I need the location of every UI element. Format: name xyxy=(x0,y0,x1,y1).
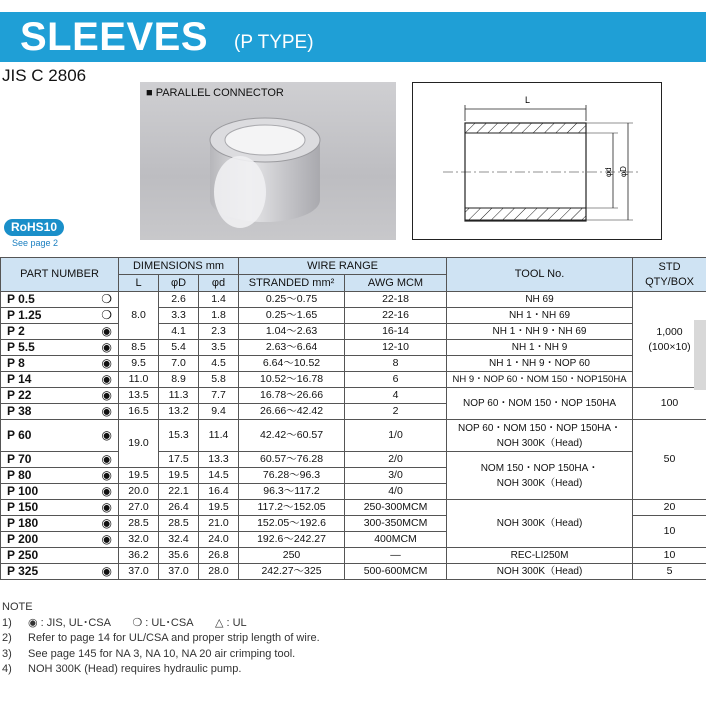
notes-section xyxy=(2,600,320,678)
qty-cell: 10 xyxy=(633,548,706,564)
photo-caption: ■ PARALLEL CONNECTOR xyxy=(146,87,284,99)
tool: REC-LI250M xyxy=(447,548,633,564)
qty-cell: 100 xyxy=(633,388,706,420)
part-number: P 0.5 xyxy=(1,292,97,308)
dim-D: 37.0 xyxy=(159,564,199,580)
part-number: P 14 xyxy=(1,372,97,388)
header-tool: TOOL No. xyxy=(447,258,633,292)
cert-mark: ❍ xyxy=(97,308,119,324)
tool: NOH 300K（Head) xyxy=(447,500,633,548)
cert-mark: ◉ xyxy=(97,388,119,404)
dim-d: 1.8 xyxy=(199,308,239,324)
awg: — xyxy=(345,548,447,564)
tool: NOP 60・NOM 150・NOP 150HA xyxy=(447,388,633,420)
part-number: P 60 xyxy=(1,420,97,452)
dim-d: 4.5 xyxy=(199,356,239,372)
stranded: 242.27～325 xyxy=(239,564,345,580)
tool: NOP 60・NOM 150・NOP 150HA・ NOH 300K（Head) xyxy=(447,420,633,452)
table-row xyxy=(1,388,706,404)
dim-d: 9.4 xyxy=(199,404,239,420)
dim-d: 7.7 xyxy=(199,388,239,404)
awg: 3/0 xyxy=(345,468,447,484)
table-row xyxy=(1,500,706,516)
dim-L: 32.0 xyxy=(119,532,159,548)
header-stranded: STRANDED mm² xyxy=(239,275,345,292)
awg: 8 xyxy=(345,356,447,372)
title-banner xyxy=(0,12,706,62)
dim-d: 5.8 xyxy=(199,372,239,388)
dim-D: 15.3 xyxy=(159,420,199,452)
qty-cell: 5 xyxy=(633,564,706,580)
cert-mark: ◉ xyxy=(97,372,119,388)
header-part-number: PART NUMBER xyxy=(1,258,119,292)
qty-cell: 50 xyxy=(633,420,706,500)
awg: 22-16 xyxy=(345,308,447,324)
part-number: P 1.25 xyxy=(1,308,97,324)
dim-L: 8.0 xyxy=(119,292,159,340)
dim-d: 28.0 xyxy=(199,564,239,580)
table-row xyxy=(1,356,706,372)
cert-mark: ◉ xyxy=(97,516,119,532)
dim-D: 5.4 xyxy=(159,340,199,356)
stranded: 1.04～2.63 xyxy=(239,324,345,340)
awg: 400MCM xyxy=(345,532,447,548)
awg: 250-300MCM xyxy=(345,500,447,516)
tool: NOH 300K（Head) xyxy=(447,564,633,580)
sleeve-illustration xyxy=(140,82,396,240)
dim-D: 19.5 xyxy=(159,468,199,484)
cert-mark: ◉ xyxy=(97,452,119,468)
table-row xyxy=(1,324,706,340)
stranded: 10.52～16.78 xyxy=(239,372,345,388)
dim-L: 19.5 xyxy=(119,468,159,484)
stranded: 250 xyxy=(239,548,345,564)
cert-mark: ◉ xyxy=(97,404,119,420)
dim-L: 19.0 xyxy=(119,420,159,468)
tool: NH 9・NOP 60・NOM 150・NOP150HA xyxy=(447,372,633,388)
qty-cell: 10 xyxy=(633,516,706,548)
dim-D: 3.3 xyxy=(159,308,199,324)
dim-d: 3.5 xyxy=(199,340,239,356)
cert-mark: ❍ xyxy=(97,292,119,308)
stranded: 192.6～242.27 xyxy=(239,532,345,548)
header-d: φd xyxy=(199,275,239,292)
rohs-see-page-link[interactable]: See page 2 xyxy=(12,238,59,248)
dim-D: 7.0 xyxy=(159,356,199,372)
outer-dia-label: φD xyxy=(619,166,628,177)
part-number: P 180 xyxy=(1,516,97,532)
stranded: 6.64～10.52 xyxy=(239,356,345,372)
stranded: 117.2～152.05 xyxy=(239,500,345,516)
cert-mark: ◉ xyxy=(97,324,119,340)
table-row xyxy=(1,292,706,308)
dim-d: 2.3 xyxy=(199,324,239,340)
awg: 12-10 xyxy=(345,340,447,356)
table-row xyxy=(1,452,706,468)
standard-label: JIS C 2806 xyxy=(2,66,87,85)
dim-d: 1.4 xyxy=(199,292,239,308)
tool: NOM 150・NOP 150HA・ NOH 300K（Head) xyxy=(447,452,633,500)
spec-table xyxy=(0,257,706,580)
stranded: 96.3～117.2 xyxy=(239,484,345,500)
stranded: 76.28～96.3 xyxy=(239,468,345,484)
part-number: P 150 xyxy=(1,500,97,516)
product-photo xyxy=(140,82,396,240)
table-row xyxy=(1,420,706,452)
dim-L: 37.0 xyxy=(119,564,159,580)
part-number: P 5.5 xyxy=(1,340,97,356)
side-scroll-tab[interactable] xyxy=(694,320,706,390)
header-wire-range: WIRE RANGE xyxy=(239,258,447,275)
cert-mark: ◉ xyxy=(97,468,119,484)
part-number: P 70 xyxy=(1,452,97,468)
dim-d: 26.8 xyxy=(199,548,239,564)
cert-mark xyxy=(97,548,119,564)
awg: 300-350MCM xyxy=(345,516,447,532)
table-row xyxy=(1,564,706,580)
dim-D: 35.6 xyxy=(159,548,199,564)
awg: 6 xyxy=(345,372,447,388)
note-item: 4) NOH 300K (Head) requires hydraulic pump. xyxy=(2,663,242,675)
cert-mark: ◉ xyxy=(97,532,119,548)
awg: 2/0 xyxy=(345,452,447,468)
awg: 4 xyxy=(345,388,447,404)
stranded: 0.25～0.75 xyxy=(239,292,345,308)
dim-D: 13.2 xyxy=(159,404,199,420)
cert-mark: ◉ xyxy=(97,420,119,452)
notes-title: NOTE xyxy=(2,601,33,613)
cert-mark: ◉ xyxy=(97,484,119,500)
awg: 2 xyxy=(345,404,447,420)
part-number: P 8 xyxy=(1,356,97,372)
table-row xyxy=(1,308,706,324)
dim-D: 8.9 xyxy=(159,372,199,388)
inner-dia-label: φd xyxy=(604,167,613,177)
qty-cell: 20 xyxy=(633,500,706,516)
dim-L: 11.0 xyxy=(119,372,159,388)
awg: 22-18 xyxy=(345,292,447,308)
stranded: 60.57～76.28 xyxy=(239,452,345,468)
tool: NH 1・NH 9 xyxy=(447,340,633,356)
length-label: L xyxy=(525,95,531,105)
dim-d: 16.4 xyxy=(199,484,239,500)
page-subtitle: (P TYPE) xyxy=(234,32,314,53)
dimension-diagram xyxy=(412,82,662,240)
stranded: 0.25～1.65 xyxy=(239,308,345,324)
tool: NH 69 xyxy=(447,292,633,308)
dim-L: 9.5 xyxy=(119,356,159,372)
cert-mark: ◉ xyxy=(97,356,119,372)
dim-D: 28.5 xyxy=(159,516,199,532)
page-title: SLEEVES xyxy=(20,15,209,59)
dim-D: 2.6 xyxy=(159,292,199,308)
header-dimensions: DIMENSIONS mm xyxy=(119,258,239,275)
note-item: 2) Refer to page 14 for UL/CSA and proper strip length of wire. xyxy=(2,632,320,644)
part-number: P 200 xyxy=(1,532,97,548)
sleeve-cross-section xyxy=(413,83,663,241)
part-number: P 38 xyxy=(1,404,97,420)
header-D: φD xyxy=(159,275,199,292)
dim-L: 8.5 xyxy=(119,340,159,356)
dim-L: 36.2 xyxy=(119,548,159,564)
note-item: 1) ◉ : JIS, UL･CSA ❍ : UL･CSA △ : UL xyxy=(2,616,247,629)
table-row xyxy=(1,548,706,564)
awg: 500-600MCM xyxy=(345,564,447,580)
dim-L: 13.5 xyxy=(119,388,159,404)
cert-mark: ◉ xyxy=(97,564,119,580)
awg: 4/0 xyxy=(345,484,447,500)
dim-D: 26.4 xyxy=(159,500,199,516)
dim-L: 27.0 xyxy=(119,500,159,516)
dim-D: 11.3 xyxy=(159,388,199,404)
table-row xyxy=(1,340,706,356)
part-number: P 80 xyxy=(1,468,97,484)
qty-cell: 1,000 (100×10) xyxy=(633,292,706,388)
dim-D: 17.5 xyxy=(159,452,199,468)
dim-d: 19.5 xyxy=(199,500,239,516)
header-awg: AWG MCM xyxy=(345,275,447,292)
dim-d: 11.4 xyxy=(199,420,239,452)
dim-D: 32.4 xyxy=(159,532,199,548)
dim-d: 13.3 xyxy=(199,452,239,468)
stranded: 2.63～6.64 xyxy=(239,340,345,356)
dim-D: 22.1 xyxy=(159,484,199,500)
dim-L: 20.0 xyxy=(119,484,159,500)
dim-L: 16.5 xyxy=(119,404,159,420)
table-row xyxy=(1,372,706,388)
dim-d: 21.0 xyxy=(199,516,239,532)
tool: NH 1・NH 69 xyxy=(447,308,633,324)
part-number: P 2 xyxy=(1,324,97,340)
awg: 1/0 xyxy=(345,420,447,452)
stranded: 26.66～42.42 xyxy=(239,404,345,420)
tool: NH 1・NH 9・NH 69 xyxy=(447,324,633,340)
dim-d: 24.0 xyxy=(199,532,239,548)
stranded: 42.42～60.57 xyxy=(239,420,345,452)
stranded: 152.05～192.6 xyxy=(239,516,345,532)
part-number: P 100 xyxy=(1,484,97,500)
part-number: P 325 xyxy=(1,564,97,580)
stranded: 16.78～26.66 xyxy=(239,388,345,404)
tool: NH 1・NH 9・NOP 60 xyxy=(447,356,633,372)
dim-d: 14.5 xyxy=(199,468,239,484)
rohs-badge[interactable]: RoHS10 xyxy=(4,219,64,236)
part-number: P 250 xyxy=(1,548,97,564)
awg: 16-14 xyxy=(345,324,447,340)
part-number: P 22 xyxy=(1,388,97,404)
dim-D: 4.1 xyxy=(159,324,199,340)
cert-mark: ◉ xyxy=(97,500,119,516)
header-std-qty: STD QTY/BOX xyxy=(633,258,706,292)
note-item: 3) See page 145 for NA 3, NA 10, NA 20 air crimping tool. xyxy=(2,647,296,660)
dim-L: 28.5 xyxy=(119,516,159,532)
header-L: L xyxy=(119,275,159,292)
cert-mark: ◉ xyxy=(97,340,119,356)
